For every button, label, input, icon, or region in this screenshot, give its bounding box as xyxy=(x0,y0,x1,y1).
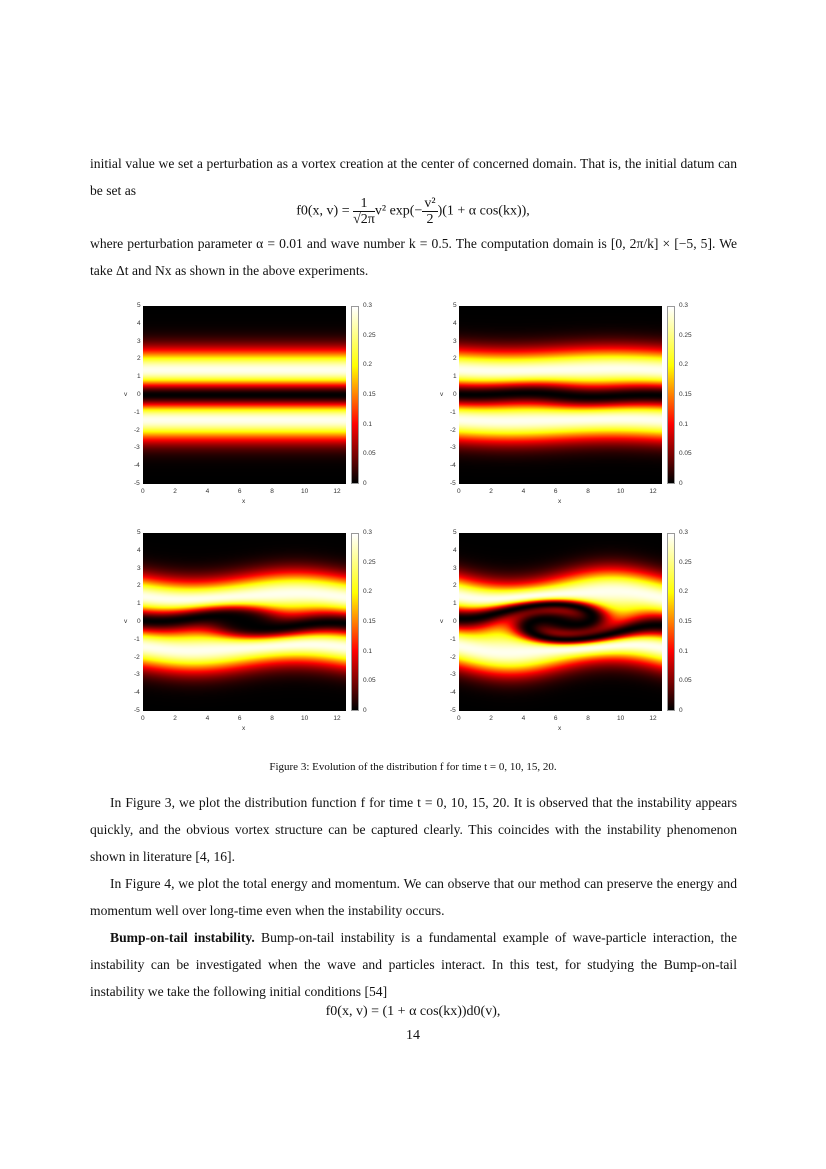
colorbar-tick-label: 0.25 xyxy=(679,331,692,339)
y-tick-label: 2 xyxy=(453,582,457,590)
paragraph-figure4: In Figure 4, we plot the total energy and momentum. We can observe that our method can preserve the energy and momentum well over long-time even when the instability occurs. xyxy=(90,876,737,918)
y-tick-label: -5 xyxy=(450,480,456,487)
heatmap-image xyxy=(143,306,346,484)
y-tick-label: -2 xyxy=(134,426,140,434)
colorbar-tick-label: 0.05 xyxy=(679,450,692,458)
colorbar xyxy=(667,306,675,484)
y-tick-label: 0 xyxy=(453,618,457,625)
colorbar-tick-label: 0.3 xyxy=(363,302,373,309)
x-tick-label: 12 xyxy=(333,715,341,722)
x-tick-label: 12 xyxy=(649,715,657,722)
eq-den: √2π xyxy=(353,212,375,227)
paragraph-bump-on-tail xyxy=(90,924,737,1005)
eq-den2: 2 xyxy=(426,212,434,227)
y-axis-label: v xyxy=(124,618,128,625)
y-tick-label: 2 xyxy=(137,355,141,363)
heatmap-panel-t20 xyxy=(426,522,726,737)
x-tick-label: 8 xyxy=(586,488,590,495)
eq-rhs: )(1 + α cos(kx)), xyxy=(437,203,530,219)
colorbar-tick-label: 0.2 xyxy=(679,588,689,596)
x-tick-label: 12 xyxy=(649,488,657,495)
eq-num: 1 xyxy=(353,196,375,212)
x-tick-label: 6 xyxy=(553,488,558,495)
x-tick-label: 6 xyxy=(553,715,558,722)
y-axis-label: v xyxy=(440,391,444,398)
page-number: 14 xyxy=(406,1028,420,1043)
y-tick-label: -2 xyxy=(450,426,456,434)
eq-mid: v² exp(− xyxy=(374,203,423,219)
y-tick-label: -1 xyxy=(450,408,456,416)
equation-bump-on-tail: f0(x, v) = (1 + α cos(kx))d0(v), xyxy=(325,1004,501,1019)
y-tick-label: -3 xyxy=(450,671,456,679)
y-tick-label: -2 xyxy=(450,653,456,661)
y-tick-label: 1 xyxy=(453,373,457,381)
colorbar-tick-label: 0.15 xyxy=(679,618,692,625)
bump-on-tail-text: Bump-on-tail instability is a fundamental example of wave-particle interaction, the instability can be investigated when the wave and particles interact. In this test, for studying the Bump-on-tail instability we take the following initial conditions [54] xyxy=(90,930,737,999)
y-axis-label: v xyxy=(440,618,444,625)
colorbar-tick-label: 0 xyxy=(363,707,367,715)
y-tick-label: -3 xyxy=(134,444,140,452)
y-tick-label: 1 xyxy=(453,600,457,608)
x-tick-label: 2 xyxy=(489,715,493,722)
colorbar-tick-label: 0 xyxy=(679,480,683,488)
colorbar-tick-label: 0.05 xyxy=(363,677,376,685)
y-tick-label: -2 xyxy=(134,653,140,661)
colorbar-tick-label: 0 xyxy=(679,707,683,715)
y-tick-label: -3 xyxy=(134,671,140,679)
x-tick-label: 2 xyxy=(489,488,493,495)
colorbar xyxy=(667,533,675,711)
y-tick-label: -4 xyxy=(134,462,140,470)
colorbar-tick-label: 0.2 xyxy=(363,588,373,596)
colorbar-tick-label: 0 xyxy=(363,480,367,488)
y-tick-label: 4 xyxy=(137,546,141,554)
colorbar-tick-label: 0.05 xyxy=(363,450,376,458)
colorbar-tick-label: 0.25 xyxy=(679,558,692,566)
x-tick-label: 10 xyxy=(301,488,309,495)
colorbar-tick-label: 0.2 xyxy=(363,361,373,369)
y-tick-label: 0 xyxy=(137,391,141,398)
x-tick-label: 0 xyxy=(141,715,145,722)
y-tick-label: 5 xyxy=(137,529,141,536)
colorbar-tick-label: 0.3 xyxy=(679,529,689,536)
heatmap-image xyxy=(459,306,662,484)
y-tick-label: 3 xyxy=(137,564,141,572)
y-tick-label: -1 xyxy=(134,408,140,416)
y-tick-label: -4 xyxy=(450,689,456,697)
colorbar-tick-label: 0.25 xyxy=(363,558,376,566)
x-tick-label: 8 xyxy=(270,715,274,722)
colorbar-tick-label: 0.15 xyxy=(363,618,376,625)
y-tick-label: -1 xyxy=(450,635,456,643)
heatmap-image xyxy=(459,533,662,711)
y-tick-label: 5 xyxy=(453,302,457,309)
colorbar-tick-label: 0.2 xyxy=(679,361,689,369)
eq-num2: v² xyxy=(424,196,436,211)
colorbar-tick-label: 0.05 xyxy=(679,677,692,685)
paragraph-figure3: In Figure 3, we plot the distribution function f for time t = 0, 10, 15, 20. It is observed that the instability appears quickly, and the obvious vortex structure can be captured clearly. This coincides with the instability phenomenon shown in literature [4, 16]. xyxy=(90,795,737,864)
x-tick-label: 10 xyxy=(617,488,625,495)
colorbar xyxy=(351,533,359,711)
x-tick-label: 8 xyxy=(270,488,274,495)
paragraph-parameters: where perturbation parameter α = 0.01 and wave number k = 0.5. The computation domain is [0, 2π/k] × [−5, 5]. We take Δt and Nx as shown in the above experiments. xyxy=(90,236,737,278)
heatmap-panel-t10 xyxy=(426,295,726,510)
x-tick-label: 4 xyxy=(521,488,526,495)
y-tick-label: 0 xyxy=(137,618,141,625)
y-tick-label: -4 xyxy=(450,462,456,470)
x-tick-label: 0 xyxy=(141,488,145,495)
y-tick-label: 4 xyxy=(137,319,141,327)
y-tick-label: 4 xyxy=(453,319,457,327)
y-tick-label: -5 xyxy=(450,707,456,714)
y-tick-label: 4 xyxy=(453,546,457,554)
x-tick-label: 0 xyxy=(457,715,461,722)
x-tick-label: 12 xyxy=(333,488,341,495)
x-tick-label: 6 xyxy=(237,488,242,495)
x-axis-label: x xyxy=(242,498,246,505)
colorbar-tick-label: 0.1 xyxy=(679,647,689,655)
y-tick-label: 5 xyxy=(453,529,457,536)
y-tick-label: 3 xyxy=(453,564,457,572)
y-tick-label: 5 xyxy=(137,302,141,309)
x-tick-label: 4 xyxy=(205,715,210,722)
equation-initial-datum xyxy=(0,196,826,227)
heatmap-panel-t0 xyxy=(110,295,410,510)
colorbar-tick-label: 0.3 xyxy=(363,529,373,536)
colorbar-tick-label: 0.3 xyxy=(679,302,689,309)
colorbar xyxy=(351,306,359,484)
heatmap-image xyxy=(143,533,346,711)
y-tick-label: 1 xyxy=(137,600,141,608)
x-tick-label: 4 xyxy=(521,715,526,722)
y-tick-label: 2 xyxy=(137,582,141,590)
x-tick-label: 6 xyxy=(237,715,242,722)
y-tick-label: 1 xyxy=(137,373,141,381)
x-tick-label: 10 xyxy=(617,715,625,722)
colorbar-tick-label: 0.1 xyxy=(363,420,373,428)
x-tick-label: 2 xyxy=(173,488,177,495)
x-tick-label: 4 xyxy=(205,488,210,495)
y-tick-label: -1 xyxy=(134,635,140,643)
figure-caption: Figure 3: Evolution of the distribution f for time t = 0, 10, 15, 20. xyxy=(269,761,557,773)
x-axis-label: x xyxy=(242,725,246,732)
y-tick-label: -3 xyxy=(450,444,456,452)
x-axis-label: x xyxy=(558,498,562,505)
eq-lhs: f0(x, v) = xyxy=(296,203,350,219)
x-tick-label: 10 xyxy=(301,715,309,722)
colorbar-tick-label: 0.25 xyxy=(363,331,376,339)
x-tick-label: 8 xyxy=(586,715,590,722)
y-tick-label: -4 xyxy=(134,689,140,697)
paragraph-intro: initial value we set a perturbation as a vortex creation at the center of concerned domain. That is, the initial datum can be set as xyxy=(90,156,737,198)
x-tick-label: 2 xyxy=(173,715,177,722)
colorbar-tick-label: 0.15 xyxy=(363,391,376,398)
y-tick-label: 3 xyxy=(137,337,141,345)
colorbar-tick-label: 0.15 xyxy=(679,391,692,398)
y-tick-label: 0 xyxy=(453,391,457,398)
colorbar-tick-label: 0.1 xyxy=(679,420,689,428)
y-axis-label: v xyxy=(124,391,128,398)
y-tick-label: 2 xyxy=(453,355,457,363)
colorbar-tick-label: 0.1 xyxy=(363,647,373,655)
y-tick-label: -5 xyxy=(134,480,140,487)
y-tick-label: -5 xyxy=(134,707,140,714)
heatmap-panel-t15 xyxy=(110,522,410,737)
x-axis-label: x xyxy=(558,725,562,732)
y-tick-label: 3 xyxy=(453,337,457,345)
bump-on-tail-heading: Bump-on-tail instability. xyxy=(110,930,255,945)
x-tick-label: 0 xyxy=(457,488,461,495)
